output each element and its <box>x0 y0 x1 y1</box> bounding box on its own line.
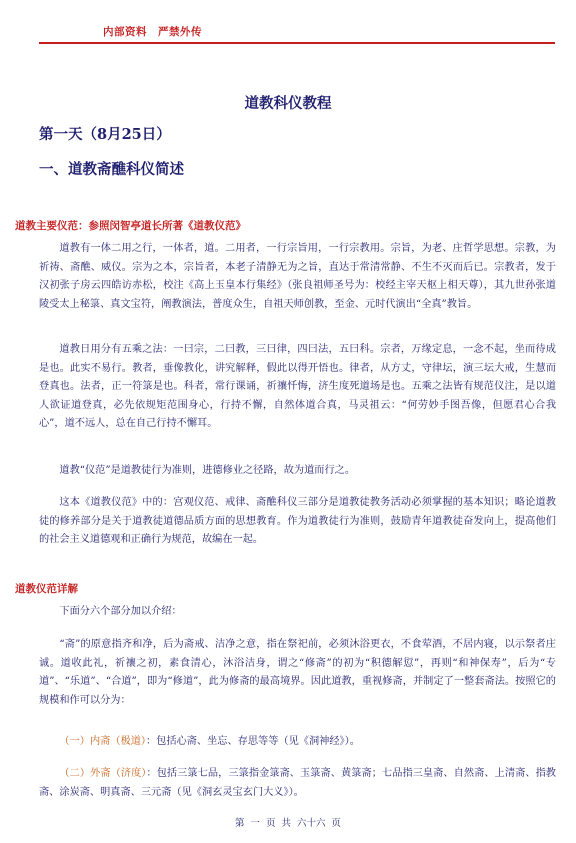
intro-paragraph: 下面分六个部分加以介绍： <box>59 606 182 617</box>
subsection-heading-main-rituals: 道教主要仪范：参照闵智亭道长所著《道教仪范》 <box>15 220 246 232</box>
day-heading: 第一天（8月25日） <box>39 126 171 143</box>
zhai-paragraph: “斋”的原意指齐和净，后为斋戒、洁净之意，指在祭祀前，必须沐浴更衣，不食荤酒，不居内寝，以示祭者庄诚。道收此礼，祈禳之初，素食清心，沐浴洁身，谓之“修斋”的初为“积德解愆”，再则“和神保寿”，后为“专道”、“乐道”、“合道”，即为“修道”，此为修斋的最高境界。因此道教，重视修斋，并制定了一整套斋法。按照它的规模和作可以分为： <box>39 639 556 706</box>
list-item <box>39 765 556 802</box>
body-paragraph: 道教有一体二用之行，一体者，道。二用者，一行宗旨用，一行宗教用。宗旨，为老、庄哲学思想。宗教，为祈祷、斋醮、威仪。宗为之本，宗旨者，本老子清静无为之旨，直达于常清常静、不生不灭而后已。宗教者，发于汉初张子房云四皓访赤松，校注《高上玉皇本行集经》（张良祖师圣号为：校经主宰天枢上相天尊），其九世孙张道陵受太上秘箓、真文宝符，阐教演法，普度众生，自祖天师创教，至金、元时代演出“全真”教旨。 <box>39 243 556 310</box>
confidential-header-label: 内部资料 严禁外传 <box>103 26 202 38</box>
list-item-label: （一）内斋（极道） <box>59 736 146 747</box>
section-heading: 一、道教斋醮科仪简述 <box>39 161 184 178</box>
list-item <box>39 733 556 752</box>
body-paragraph: 这本《道教仪范》中的：宫观仪范、戒律、斋醮科仪三部分是道教徒教务活动必须掌握的基本知识；略论道教徒的修养部分是关于道教徒道德品质方面的思想教育。作为道教徒行为准则，鼓励青年道教徒奋发向上，提高他们的社会主义道德观和正确行为规范，故编在一起。 <box>39 497 556 546</box>
body-paragraph: 道教“仪范”是道教徒行为准则，进德修业之径路，故为道而行之。 <box>59 465 356 476</box>
list-item-text: ：包括心斋、坐忘、存思等等（见《洞神经》）。 <box>145 736 360 747</box>
page-number-footer: 第 一 页 共 六十六 页 <box>234 818 342 829</box>
header-divider <box>39 42 555 44</box>
body-paragraph: 道教日用分有五乘之法：一曰宗，二曰教，三曰律，四曰法，五曰科。宗者，万缘定息，一念不起，坐而待成是也。此实不易行。教者，垂像教化，讲究解释，假此以得开悟也。律者，从方丈，守律坛，演三坛大戒，生慧而登真也。法者，正一符箓是也。科者，常行课诵，祈禳忏悔，济生度死道场是也。五乘之法皆有规范仪注，是以道人欲证道登真，必先依规矩范围身心，行持不懈，自然体道合真，马灵祖云：“何劳妙手图吾像，但愿君心合我心”，道不远人，总在自己行持不懈耳。 <box>39 344 556 430</box>
document-title: 道教科仪教程 <box>244 95 332 112</box>
list-item-label: （二）外斋（济度） <box>59 768 147 779</box>
list-item-text: ：包括三箓七品，三箓指金箓斋、玉箓斋、黄箓斋；七品指三皇斋、自然斋、上清斋、指教斋、涂炭斋、明真斋、三元斋（见《洞玄灵宝玄门大义》）。 <box>39 768 556 798</box>
subsection-heading-details: 道教仪范详解 <box>15 583 78 595</box>
